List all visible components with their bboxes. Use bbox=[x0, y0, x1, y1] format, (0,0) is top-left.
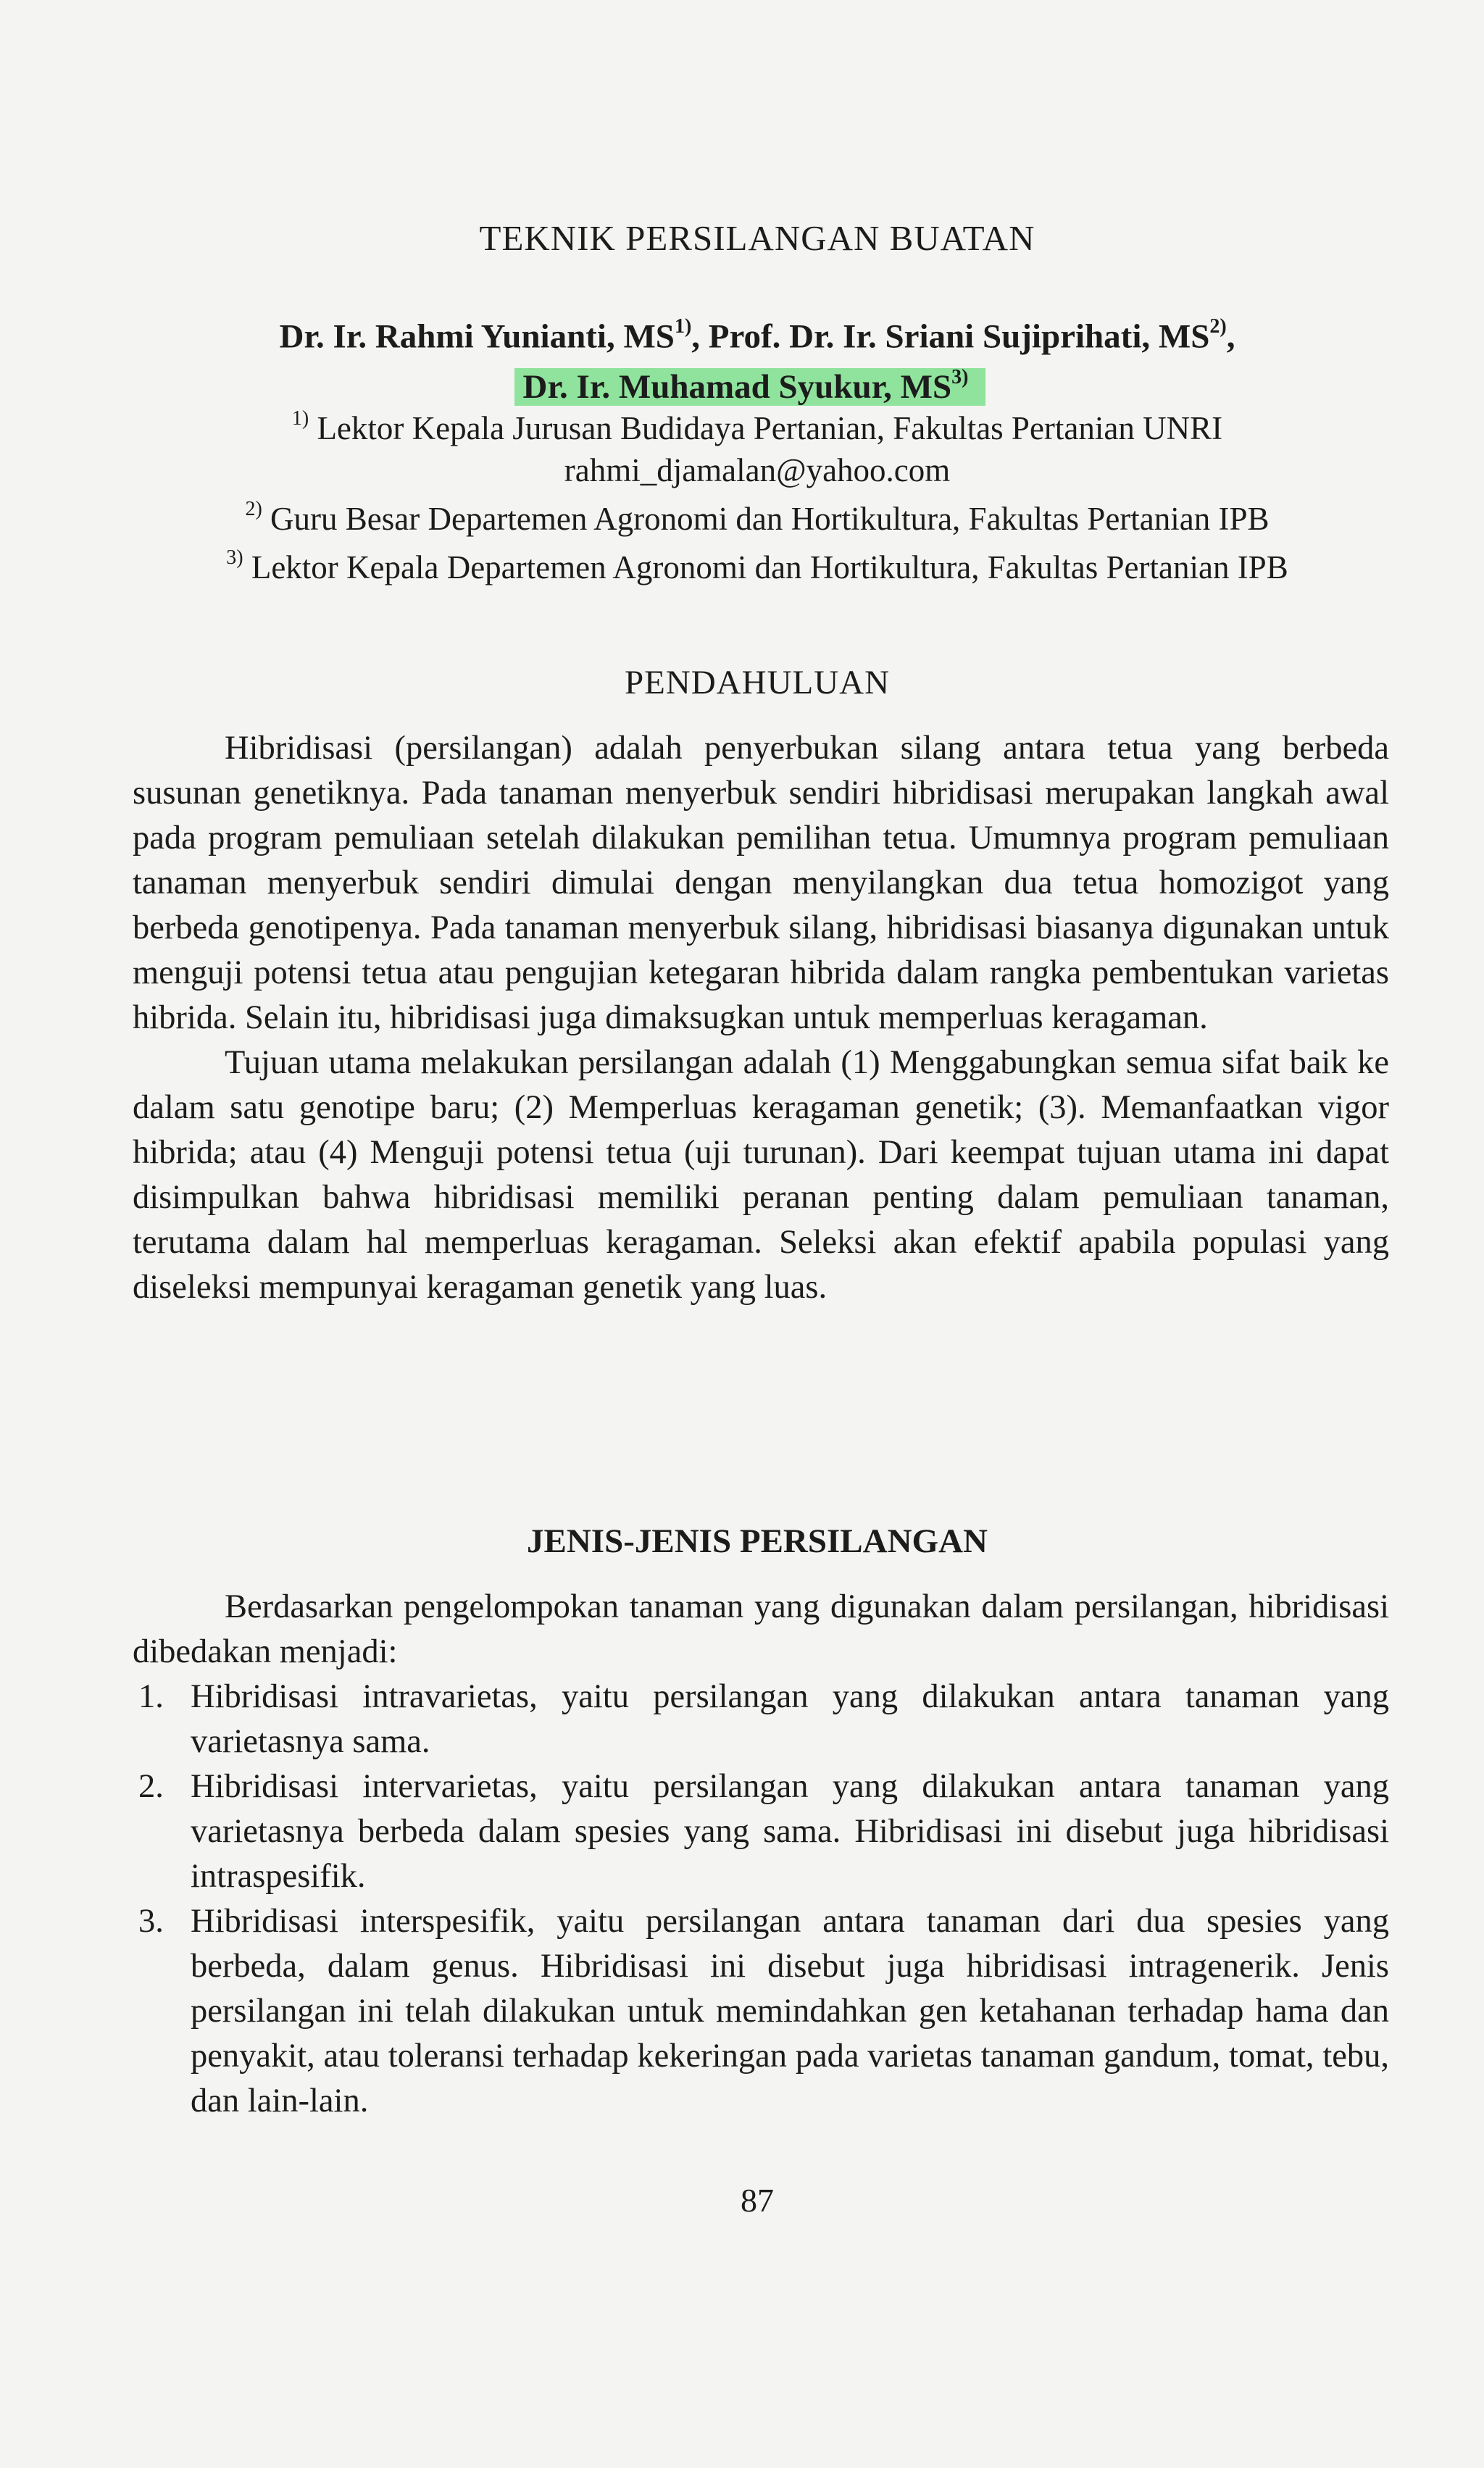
list-number: 3. bbox=[138, 1903, 164, 1940]
author-line-1 bbox=[0, 308, 1484, 359]
list-number: 1. bbox=[138, 1678, 164, 1715]
list-number: 2. bbox=[138, 1768, 164, 1805]
affiliation-sup: 1) bbox=[291, 407, 309, 430]
list-item bbox=[133, 1675, 1389, 1764]
affiliation-3 bbox=[0, 540, 1484, 588]
affiliation-sup: 3) bbox=[226, 546, 243, 569]
author-separator: , bbox=[1226, 317, 1235, 356]
author-1-sup: 1) bbox=[674, 315, 692, 338]
email-text: rahmi_djamalan@yahoo.com bbox=[564, 452, 951, 488]
list-item-text: Hibridisasi interspesifik, yaitu persilangan antara tanaman dari dua spesies yang berbeda, dalam genus. Hibridisasi ini disebut juga hibridisasi intragenerik. Jenis persilangan ini telah dilakukan untuk memindahkan gen ketahanan terhadap hama dan penyakit, atau toleransi terhadap kekeringan pada varietas tanaman gandum, tomat, tebu, dan lain-lain. bbox=[191, 1903, 1389, 2119]
numbered-list bbox=[133, 1675, 1389, 2124]
paragraph: Hibridisasi (persilangan) adalah penyerbukan silang antara tetua yang berbeda susunan genetiknya. Pada tanaman menyerbuk sendiri hibridisasi merupakan langkah awal pada program pemuliaan setelah dilakukan pemilihan tetua. Umumnya program pemuliaan tanaman menyerbuk sendiri dimulai dengan menyilangkan dua tetua homozigot yang berbeda genotipenya. Pada tanaman menyerbuk silang, hibridisasi biasanya digunakan untuk menguji potensi tetua atau pengujian ketegaran hibrida dalam rangka pembentukan varietas hibrida. Selain itu, hibridisasi juga dimaksugkan untuk memperluas keragaman. bbox=[133, 730, 1389, 1036]
paragraph: Berdasarkan pengelompokan tanaman yang digunakan dalam persilangan, hibridisasi dibedakan menjadi: bbox=[133, 1588, 1389, 1670]
author-3-sup: 3) bbox=[951, 365, 969, 388]
section-heading-pendahuluan: PENDAHULUAN bbox=[624, 664, 891, 701]
affiliations bbox=[0, 401, 1484, 588]
section-heading-jenis: JENIS-JENIS PERSILANGAN bbox=[527, 1522, 988, 1560]
list-item-text: Hibridisasi intravarietas, yaitu persilangan yang dilakukan antara tanaman yang varietasnya sama. bbox=[191, 1678, 1389, 1760]
section-body-jenis bbox=[133, 1585, 1389, 2124]
paper-title: TEKNIK PERSILANGAN BUATAN bbox=[479, 218, 1035, 258]
author-1-name: Dr. Ir. Rahmi Yunianti, MS bbox=[279, 317, 675, 356]
author-2-name: Prof. Dr. Ir. Sriani Sujiprihati, MS bbox=[708, 317, 1210, 356]
section-body-pendahuluan bbox=[133, 726, 1389, 1310]
author-3-name: Dr. Ir. Muhamad Syukur, MS bbox=[522, 368, 952, 407]
affiliation-text: Guru Besar Departemen Agronomi dan Hortikultura, Fakultas Pertanian IPB bbox=[262, 501, 1270, 537]
paragraph: Tujuan utama melakukan persilangan adalah (1) Menggabungkan semua sifat baik ke dalam satu genotipe baru; (2) Memperluas keragaman genetik; (3). Memanfaatkan vigor hibrida; atau (4) Menguji potensi tetua (uji turunan). Dari keempat tujuan utama ini dapat disimpulkan bahwa hibridisasi memiliki peranan penting dalam pemuliaan tanaman, terutama dalam hal memperluas keragaman. Seleksi akan efektif apabila populasi yang diseleksi mempunyai keragaman genetik yang luas. bbox=[133, 1044, 1389, 1306]
affiliation-text: Lektor Kepala Jurusan Budidaya Pertanian, Fakultas Pertanian UNRI bbox=[309, 410, 1223, 446]
author-separator: , bbox=[691, 317, 709, 356]
author-block bbox=[0, 308, 1484, 409]
affiliation-text: Lektor Kepala Departemen Agronomi dan Hortikultura, Fakultas Pertanian IPB bbox=[243, 549, 1288, 585]
page-number: 87 bbox=[741, 2182, 774, 2219]
list-item bbox=[133, 1899, 1389, 2124]
affiliation-1 bbox=[0, 401, 1484, 449]
list-item bbox=[133, 1764, 1389, 1899]
affiliation-2 bbox=[0, 491, 1484, 540]
list-item-text: Hibridisasi intervarietas, yaitu persilangan yang dilakukan antara tanaman yang varietasnya berbeda dalam spesies yang sama. Hibridisasi ini disebut juga hibridisasi intraspesifik. bbox=[191, 1768, 1389, 1895]
author-email bbox=[0, 449, 1484, 491]
affiliation-sup: 2) bbox=[245, 498, 262, 520]
author-2-sup: 2) bbox=[1209, 315, 1227, 338]
